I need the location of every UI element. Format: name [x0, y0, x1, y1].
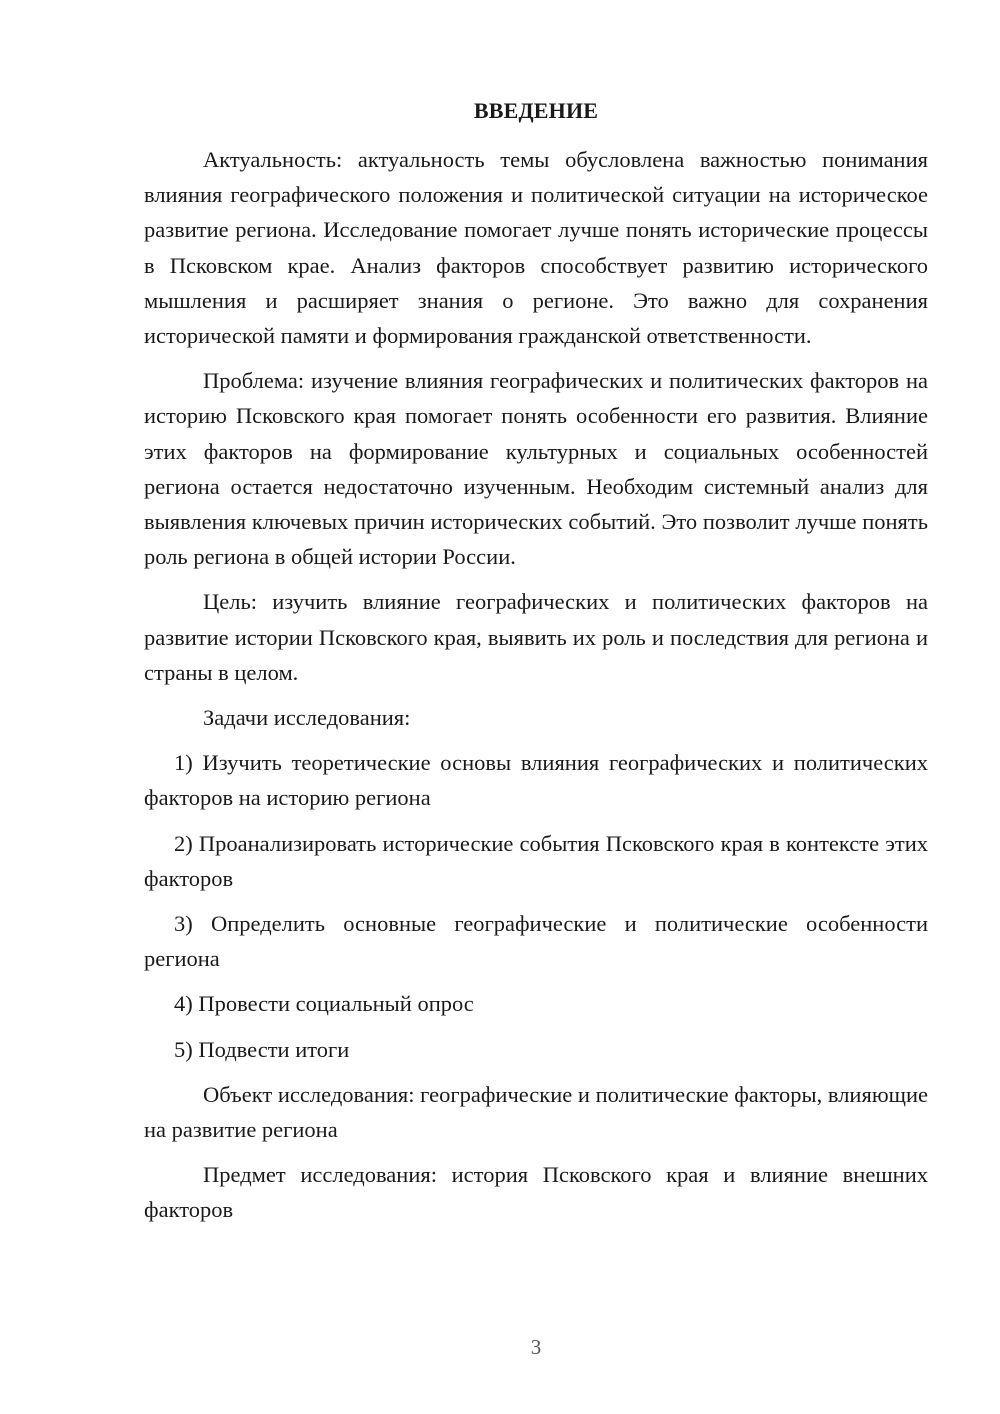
- page-title: ВВЕДЕНИЕ: [473, 98, 599, 123]
- task-item: 4) Провести социальный опрос: [174, 991, 474, 1017]
- task-item: 2) Проанализировать исторические события Псковского края в контексте этих факторов: [144, 830, 928, 891]
- task-item: 3) Определить основные географические и политические особенности региона: [144, 911, 928, 972]
- task-item: 5) Подвести итоги: [174, 1036, 350, 1062]
- page-number: 3: [530, 1335, 542, 1359]
- problem-paragraph: Проблема: изучение влияния географических и политических факторов на историю Псковского края помогает понять особенности его развития. Влияние этих факторов на формирование культурных и социальных особенностей региона остается недостаточно изученным. Необходим системный анализ для выявления ключевых причин исторических событий. Это позволит лучше понять роль региона в общей истории России.: [144, 368, 928, 570]
- subject-paragraph: Предмет исследования: история Псковского края и влияние внешних факторов: [144, 1162, 928, 1223]
- object-paragraph: Объект исследования: географические и политические факторы, влияющие на развитие региона: [144, 1081, 928, 1143]
- tasks-heading: Задачи исследования:: [203, 705, 411, 731]
- document-body: [144, 142, 928, 1228]
- goal-paragraph: Цель: изучить влияние географических и политических факторов на развитие истории Псковского края, выявить их роль и последствия для региона и страны в целом.: [144, 589, 928, 685]
- relevance-paragraph: Актуальность: актуальность темы обусловлена важностью понимания влияния географического положения и политической ситуации на историческое развитие региона. Исследование помогает лучше понять исторические процессы в Псковском крае. Анализ факторов способствует развитию исторического мышления и расширяет знания о регионе. Это важно для сохранения исторической памяти и формирования гражданской ответственности.: [144, 147, 928, 349]
- task-item: 1) Изучить теоретические основы влияния географических и политических факторов на историю региона: [144, 750, 928, 811]
